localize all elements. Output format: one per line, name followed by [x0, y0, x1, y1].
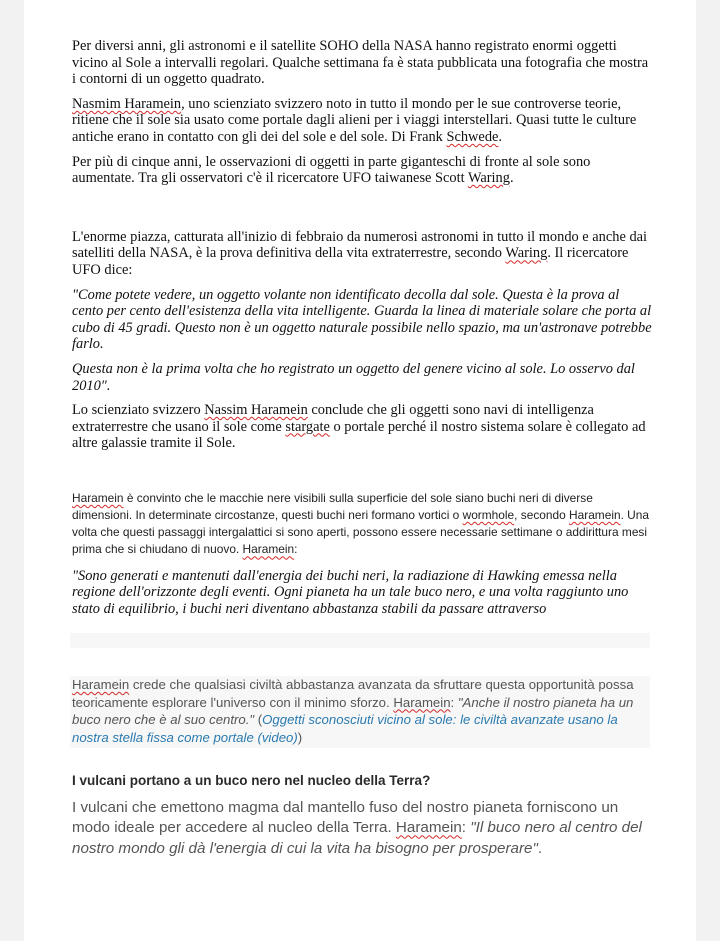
- shaded-band: [70, 633, 650, 648]
- paragraph-end: .: [537, 839, 543, 857]
- wormhole-word: wormhole: [462, 508, 515, 523]
- paragraph-text: Per più di cinque anni, le osservazioni di oggetti in parte giganteschi di fronte al sole sono aumentate. Tra gli osservatori c'è il ricercatore UFO taiwanese Scott: [72, 153, 591, 187]
- quote-center: "Anche il nostro pianeta ha un buco nero che è al suo centro.": [72, 694, 634, 728]
- article-body: [72, 38, 652, 617]
- paragraph-end: .: [498, 128, 503, 145]
- paragraph-haramein-intro: [72, 96, 652, 146]
- byline-name: Schwede: [446, 128, 499, 145]
- scientist-name: Nassim Haramein: [204, 402, 308, 419]
- author-name: Nasmim Haramein: [72, 95, 182, 112]
- stargate-word: stargate: [285, 418, 330, 435]
- paragraph-text: Lo scienziato svizzero: [72, 402, 205, 419]
- callout-block: [72, 676, 650, 746]
- paragraph-black-holes: [72, 490, 652, 559]
- paragraph-soho: Per diversi anni, gli astronomi e il satellite SOHO della NASA hanno registrato enormi oggetti vicino al Sole a intervalli regolari. Qualche settimana fa è stata pubblicata una fotografia che mostra i contorni di un oggetto quadrato.: [72, 38, 649, 88]
- paragraph-text: . Una volta che questi passaggi intergalattici si sono aperti, possono essere necessarie settimane o addirittura mesi prima che si chiudano di nuovo.: [72, 508, 649, 557]
- paragraph-text: L'enorme piazza, catturata all'inizio di febbraio da numerosi astronomi in tutto il mondo e anche dai satelliti della NASA, è la prova definitiva della vita extraterrestre, secondo: [72, 228, 648, 262]
- paragraph-end: . Il ricercatore UFO dice:: [72, 245, 629, 278]
- paragraph-volcanoes: [72, 798, 652, 859]
- paragraph-text: :: [294, 542, 298, 557]
- scientist-name: Haramein: [393, 694, 451, 710]
- paragraph-text: :: [450, 694, 458, 710]
- paragraph-text: , uno scienziato svizzero noto in tutto il mondo per le sue controverse teorie, ritiene che il sole sia usato come portale dagli alieni per i viaggi interstellari. Quasi tutte le culture antiche erano in contatto con gli dei del sole e del sole. Di Frank: [72, 95, 637, 145]
- video-link[interactable]: Oggetti sconosciuti vicino al sole: le civiltà avanzate usano la nostra stella fissa come portale (video): [72, 712, 618, 745]
- paragraph-text: ): [297, 729, 303, 745]
- quote-waring-1: "Come potete vedere, un oggetto volante non identificato decolla dal sole. Questa è la prova al cento per cento dell'esistenza della vita intelligente. Guarda la linea di materiale solare che porta al cubo di 45 gradi. Questo non è un oggetto naturale possibile nello spazio, ma un'astronave potrebbe farlo.: [72, 286, 652, 353]
- researcher-name: Waring: [467, 170, 510, 187]
- scientist-name: Haramein: [72, 677, 130, 692]
- page-margin-right: [696, 0, 720, 941]
- paragraph-text: è convinto che le macchie nere visibili sulla superficie del sole siano buchi neri di diverse dimensioni. In determinate circostanze, questi buchi neri formano vortici o: [72, 490, 593, 523]
- paragraph-observations: [72, 154, 652, 187]
- paragraph-text: :: [461, 819, 471, 837]
- scientist-name: Haramein: [569, 508, 621, 523]
- paragraph-piazza: [72, 229, 652, 279]
- paragraph-text: crede che qualsiasi civiltà abbastanza avanzata da sfruttare questa opportunità possa teoricamente esplorare l'universo con il minimo sforzo.: [72, 677, 634, 710]
- scientist-name: Haramein: [242, 542, 295, 557]
- paragraph-text: o portale perché il nostro sistema solare è collegato ad altre galassie tramite il Sole.: [72, 418, 646, 452]
- paragraph-civilization: [72, 676, 650, 746]
- page-margin-left: [0, 0, 24, 941]
- quote-hawking: "Sono generati e mantenuti dall'energia dei buchi neri, la radiazione di Hawking emessa nella regione dell'orizzonte degli eventi. Ogni pianeta ha un tale buco nero, e una volta raggiunto uno stato di equilibrio, i buchi neri diventano abbastanza stabili da passare attraverso: [72, 567, 629, 617]
- quote-core: "Il buco nero al centro del nostro mondo gli dà l'energia di cui la vita ha bisogno per prosperare": [72, 819, 642, 857]
- researcher-name: Waring: [505, 245, 548, 262]
- quote-waring-2: Questa non è la prima volta che ho registrato un oggetto del genere vicino al sole. Lo osservo dal 2010".: [72, 360, 635, 394]
- paragraph-text: , secondo: [514, 508, 570, 523]
- paragraph-text: conclude che gli oggetti sono navi di intelligenza extraterrestre che usano il sole come: [72, 402, 594, 435]
- paragraph-end: .: [509, 170, 514, 187]
- paragraph-text: I vulcani che emettono magma dal mantello fuso del nostro pianeta forniscono un modo ideale per accedere al nucleo della Terra.: [72, 799, 619, 837]
- section-heading: I vulcani portano a un buco nero nel nucleo della Terra?: [72, 773, 431, 788]
- paragraph-text: (: [254, 712, 263, 728]
- paragraph-stargate: [72, 402, 652, 452]
- scientist-name: Haramein: [395, 819, 462, 837]
- scientist-name: Haramein: [72, 490, 124, 505]
- volcano-section: [72, 773, 652, 859]
